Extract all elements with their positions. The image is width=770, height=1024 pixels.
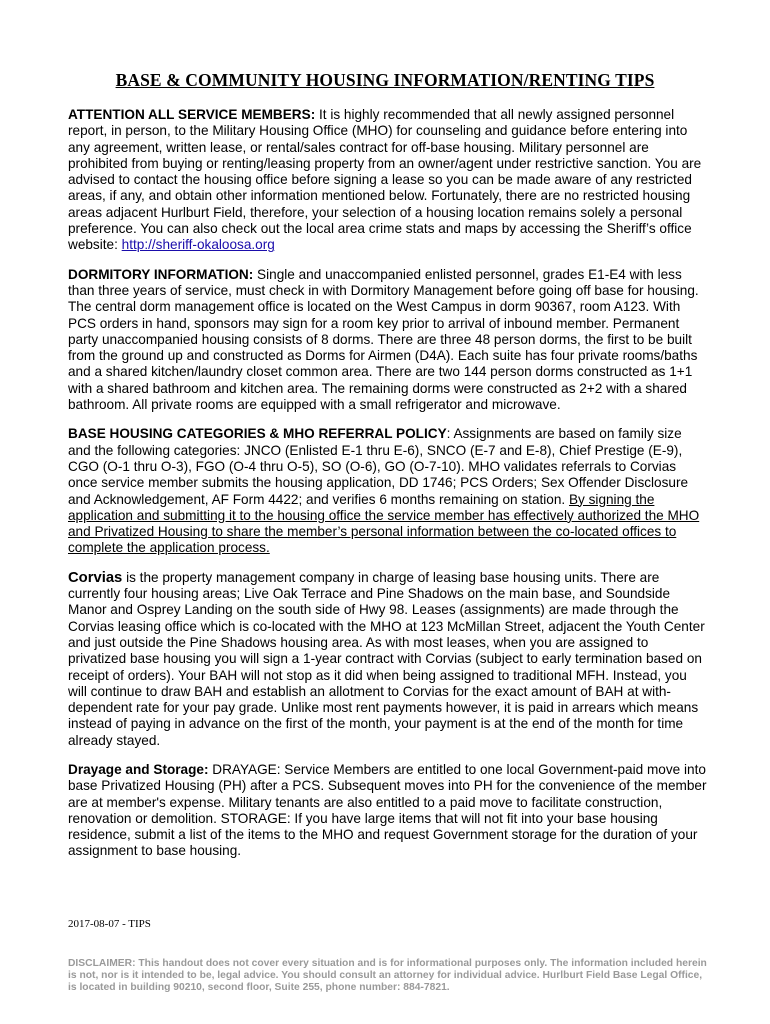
drayage-heading: Drayage and Storage: <box>68 761 209 777</box>
dormitory-heading: DORMITORY INFORMATION: <box>68 266 254 282</box>
dormitory-text: Single and unaccompanied enlisted personnel, grades E1-E4 with less than three years of service, must check in with Dormitory Management before going off base for housing. The central dorm management office is located on the West Campus in dorm 90367, room A123. With PCS orders in hand, sponsors may sign for a room key prior to arrival of inbound member. Permanent party unaccompanied housing consists of 8 dorms. There are three 48 person dorms, the first to be built from the ground up and constructed as Dorms for Airmen (D4A). Each suite has four private rooms/baths and a shared kitchen/laundry closet common area. There are two 144 person dorms constructed as 1+1 with a shared bathroom and kitchen area. The remaining dorms were constructed as 2+2 with a shared bathroom. All private rooms are equipped with a small refrigerator and microwave. <box>68 266 699 413</box>
sheriff-website-link[interactable]: http://sheriff-okaloosa.org <box>121 237 275 253</box>
drayage-paragraph <box>68 762 708 860</box>
base-housing-text: : Assignments are based on family size and the following categories: JNCO (Enlisted E-1 thru E-6), SNCO (E-7 and E-8), Chief Prestige (E-9), CGO (O-1 thru O-3), FGO (O-4 thru O-5), SO (O-6), GO (O-7-10). MHO validates referrals to Corvias once service member submits the housing application, DD 1746; PCS Orders; Sex Offender Disclosure and Acknowledgement, AF Form 4422; and verifies 6 months remaining on station. <box>68 426 689 507</box>
drayage-text: DRAYAGE: Service Members are entitled to one local Government-paid move into base Privatized Housing (PH) after a PCS. Subsequent moves into PH for the convenience of the member are at member's expense. Military tenants are also entitled to a paid move to facilitate construction, renovation or demolition. STORAGE: If you have large items that will not fit into your base housing residence, submit a list of the items to the MHO and request Government storage for the duration of your assignment to base housing. <box>68 761 707 859</box>
base-housing-paragraph <box>68 426 708 556</box>
corvias-text: is the property management company in charge of leasing base housing units. There are currently four housing areas; Live Oak Terrace and Pine Shadows on the main base, and Soundside Manor and Osprey Landing on the south side of Hwy 98. Leases (assignments) are made through the Corvias leasing office which is co-located with the MHO at 123 McMillan Street, adjacent the Youth Center and just outside the Pine Shadows housing area. As with most leases, when you are assigned to privatized base housing you will sign a 1-year contract with Corvias (subject to early termination based on receipt of orders). Your BAH will not stop as it did when being assigned to traditional MFH. Instead, you will continue to draw BAH and establish an allotment to Corvias for the exact amount of BAH at with-dependent rate for your pay grade. Unlike most rent payments however, it is paid in arrears which means instead of paying in advance on the first of the month, your payment is at the end of the month for time already stayed. <box>68 569 705 748</box>
document-body <box>68 107 708 873</box>
dormitory-paragraph <box>68 267 708 414</box>
disclaimer-text: DISCLAIMER: This handout does not cover every situation and is for informational purposes only. The information included herein is not, nor is it intended to be, legal advice. You should consult an attorney for individual advice. Hurlburt Field Base Legal Office, is located in building 90210, second floor, Suite 255, phone number: 884-7821. <box>68 958 707 993</box>
page-title: BASE & COMMUNITY HOUSING INFORMATION/RENTING TIPS <box>115 70 655 90</box>
base-housing-authorization-text: By signing the application and submitting it to the housing office the service member has effectively authorized the MHO and Privatized Housing to share the member’s personal information between the co-located offices to complete the application process. <box>68 491 700 556</box>
corvias-paragraph <box>68 570 708 749</box>
attention-text: It is highly recommended that all newly assigned personnel report, in person, to the Military Housing Office (MHO) for counseling and guidance before entering into any agreement, written lease, or rental/sales contract for off-base housing. Military personnel are prohibited from buying or renting/leasing property from an owner/agent under restrictive sanction. You are advised to contact the housing office before signing a lease so you can be made aware of any restricted areas, if any, and obtain other information mentioned below. Fortunately, there are no restricted housing areas adjacent Hurlburt Field, therefore, your selection of a housing location remains solely a personal preference. You can also check out the local area crime stats and maps by accessing the Sheriff’s office website: <box>68 107 702 253</box>
attention-paragraph <box>68 107 708 254</box>
base-housing-heading: BASE HOUSING CATEGORIES & MHO REFERRAL POLICY <box>68 426 447 442</box>
attention-heading: ATTENTION ALL SERVICE MEMBERS: <box>68 107 316 122</box>
footer-date: 2017-08-07 - TIPS <box>68 918 151 930</box>
corvias-heading: Corvias <box>68 569 123 586</box>
